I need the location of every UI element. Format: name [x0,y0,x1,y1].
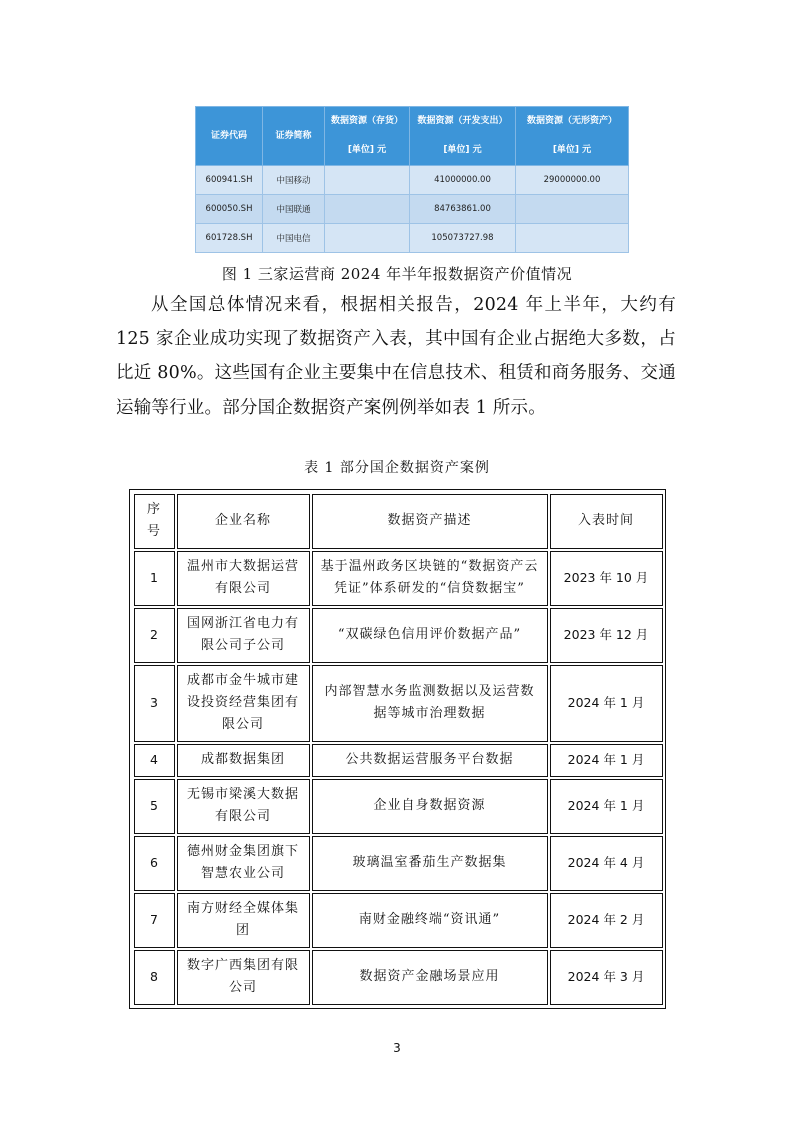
table-row [134,893,663,948]
table1-header-row [134,494,663,549]
cell-index: 1 [134,551,175,606]
figure1-securities-table [195,106,629,253]
cell-desc: 基于温州政务区块链的“数据资产云凭证”体系研发的“信贷数据宝” [312,551,548,606]
cell-inventory [325,224,410,253]
cell-company: 数字广西集团有限公司 [177,950,310,1005]
cell-date: 2024 年 1 月 [550,665,663,742]
cell-code: 600050.SH [196,195,263,224]
cell-index: 3 [134,665,175,742]
table-row [134,551,663,606]
figure1-row [196,224,629,253]
cell-company: 南方财经全媒体集团 [177,893,310,948]
table-row [134,608,663,663]
table-row [134,836,663,891]
table1 [132,492,665,1007]
header-title: 数据资源（存货） [330,116,403,126]
cell-date: 2023 年 10 月 [550,551,663,606]
figure1-row [196,166,629,195]
table1-frame [129,489,666,1009]
cell-index: 6 [134,836,175,891]
header-desc: 数据资产描述 [312,494,548,549]
header-unit: [单位] 元 [443,145,482,155]
header-title: 数据资源（开发支出） [417,116,508,126]
figure1-header-name: 证券简称 [263,107,325,166]
cell-company: 无锡市梁溪大数据有限公司 [177,779,310,834]
table-row [134,744,663,777]
table1-caption: 表 1 部分国企数据资产案例 [304,460,490,476]
body-paragraph: 从全国总体情况来看，根据相关报告，2024 年上半年，大约有 125 家企业成功实现了数据资产入表，其中国有企业占据绝大多数，占比近 80%。这些国有企业主要集中在信息技术、租赁和商务服务、交通运输等行业。部分国企数据资产案例例举如表 1 所示。 [116,295,676,418]
cell-index: 2 [134,608,175,663]
cell-date: 2024 年 2 月 [550,893,663,948]
cell-intangible: 29000000.00 [516,166,629,195]
cell-desc: 企业自身数据资源 [312,779,548,834]
cell-desc: 玻璃温室番茄生产数据集 [312,836,548,891]
cell-date: 2023 年 12 月 [550,608,663,663]
cell-code: 600941.SH [196,166,263,195]
header-company: 企业名称 [177,494,310,549]
cell-date: 2024 年 1 月 [550,779,663,834]
table-row [134,665,663,742]
cell-name: 中国电信 [263,224,325,253]
cell-desc: 数据资产金融场景应用 [312,950,548,1005]
figure1-header-inventory [325,107,410,166]
figure1-caption: 图 1 三家运营商 2024 年半年报数据资产价值情况 [221,265,573,283]
cell-inventory [325,195,410,224]
figure1-header-dev [410,107,516,166]
cell-dev: 41000000.00 [410,166,516,195]
cell-index: 5 [134,779,175,834]
cell-company: 德州财金集团旗下智慧农业公司 [177,836,310,891]
cell-company: 国网浙江省电力有限公司子公司 [177,608,310,663]
cell-desc: 南财金融终端“资讯通” [312,893,548,948]
page-number: 3 [393,1041,401,1055]
cell-dev: 105073727.98 [410,224,516,253]
header-date: 入表时间 [550,494,663,549]
cell-desc: 公共数据运营服务平台数据 [312,744,548,777]
cell-dev: 84763861.00 [410,195,516,224]
header-unit: [单位] 元 [347,145,387,155]
cell-index: 7 [134,893,175,948]
cell-company: 成都数据集团 [177,744,310,777]
header-index: 序号 [134,494,175,549]
figure1-header-code: 证券代码 [196,107,263,166]
cell-code: 601728.SH [196,224,263,253]
cell-desc: “双碳绿色信用评价数据产品” [312,608,548,663]
header-unit: [单位] 元 [552,145,592,155]
cell-name: 中国联通 [263,195,325,224]
figure1-row [196,195,629,224]
table-row [134,779,663,834]
cell-intangible [516,224,629,253]
cell-inventory [325,166,410,195]
table-row [134,950,663,1005]
cell-company: 成都市金牛城市建设投资经营集团有限公司 [177,665,310,742]
figure1-header-intangible [516,107,629,166]
cell-company: 温州市大数据运营有限公司 [177,551,310,606]
cell-name: 中国移动 [263,166,325,195]
cell-date: 2024 年 1 月 [550,744,663,777]
cell-date: 2024 年 4 月 [550,836,663,891]
figure1-header-row [196,107,629,166]
cell-date: 2024 年 3 月 [550,950,663,1005]
header-title: 数据资源（无形资产） [526,116,617,126]
cell-desc: 内部智慧水务监测数据以及运营数据等城市治理数据 [312,665,548,742]
cell-intangible [516,195,629,224]
cell-index: 4 [134,744,175,777]
cell-index: 8 [134,950,175,1005]
